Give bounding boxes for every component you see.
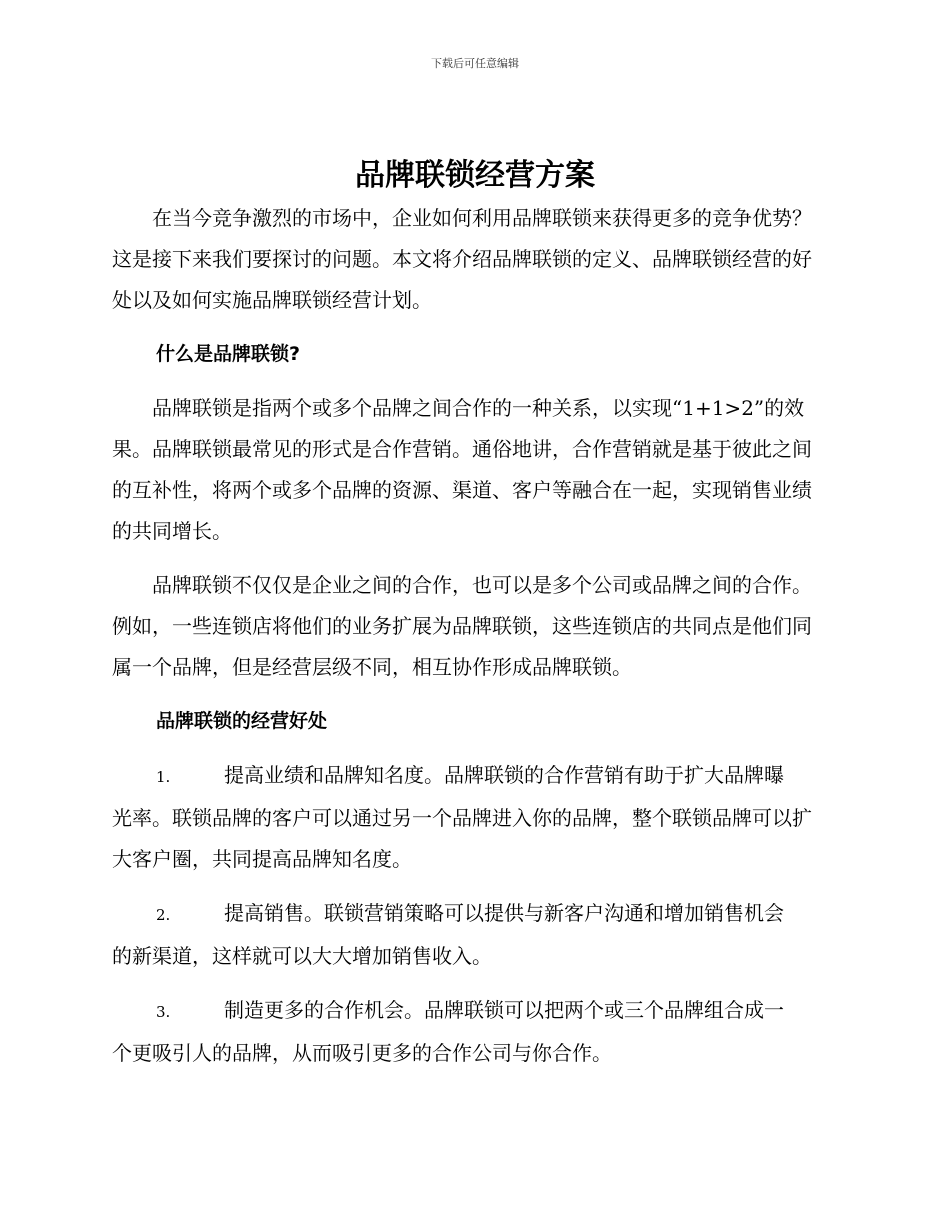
document-body: [112, 198, 830, 1087]
list-item-lead: 提高业绩和品牌知名度。品牌联锁的合作营销有助于扩大品牌曝: [224, 763, 784, 787]
list-item-number: 1.: [156, 768, 171, 786]
list-item: [112, 893, 830, 977]
definition-paragraph: 品牌联锁是指两个或多个品牌之间合作的一种关系，以实现“1+1>2”的效果。品牌联锁最常见的形式是合作营销。通俗地讲，合作营销就是基于彼此之间的互补性，将两个或多个品牌的资源、渠道、客户等融合在一起，实现销售业绩的共同增长。: [112, 396, 812, 543]
benefits-list: [112, 755, 830, 1074]
list-item-lead: 制造更多的合作机会。品牌联锁可以把两个或三个品牌组合成一: [224, 998, 784, 1022]
list-item: [112, 990, 830, 1074]
page-header-note: 下载后可任意编辑: [431, 57, 519, 70]
list-item-continuation: 个更吸引人的品牌，从而吸引更多的合作公司与你合作。: [112, 1041, 612, 1065]
list-item-lead: 提高销售。联锁营销策略可以提供与新客户沟通和增加销售机会: [224, 901, 784, 925]
intro-paragraph: 在当今竞争激烈的市场中，企业如何利用品牌联锁来获得更多的竞争优势？这是接下来我们要探讨的问题。本文将介绍品牌联锁的定义、品牌联锁经营的好处以及如何实施品牌联锁经营计划。: [112, 206, 812, 312]
list-item-continuation: 的新渠道，这样就可以大大增加销售收入。: [112, 944, 492, 968]
document-title: 品牌联锁经营方案: [355, 158, 595, 193]
section-heading-benefits: 品牌联锁的经营好处: [156, 710, 328, 732]
list-item-continuation: 光率。联锁品牌的客户可以通过另一个品牌进入你的品牌，整个联锁品牌可以扩大客户圈，共同提高品牌知名度。: [112, 806, 812, 871]
list-item-number: 2.: [156, 906, 171, 924]
section-heading-definition: 什么是品牌联锁?: [156, 343, 301, 365]
list-item: [112, 755, 830, 880]
list-item-number: 3.: [156, 1003, 171, 1021]
scope-paragraph: 品牌联锁不仅仅是企业之间的合作，也可以是多个公司或品牌之间的合作。例如，一些连锁店将他们的业务扩展为品牌联锁，这些连锁店的共同点是他们同属一个品牌，但是经营层级不同，相互协作形成品牌联锁。: [112, 573, 812, 679]
